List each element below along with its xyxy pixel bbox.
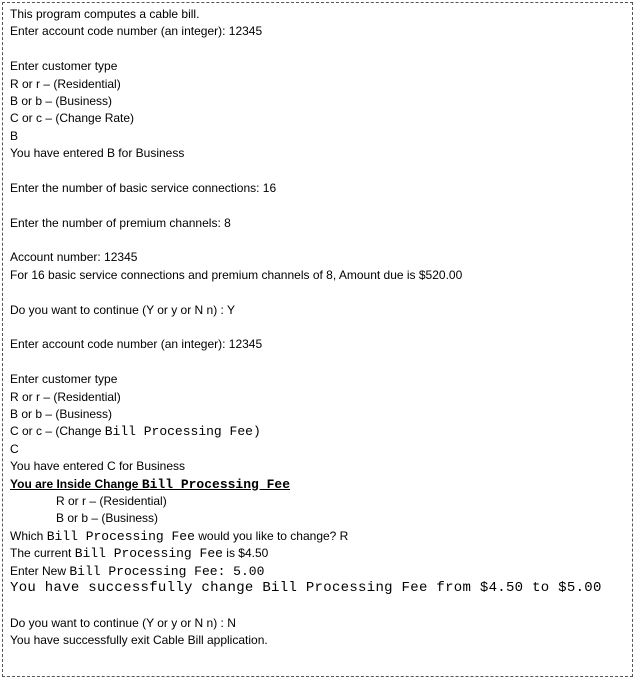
console-line: You have successfully exit Cable Bill application. bbox=[10, 633, 268, 648]
console-line bbox=[10, 423, 630, 440]
console-line: B or b – (Business) bbox=[10, 406, 113, 421]
console-mono-text: Bill Processing Fee bbox=[74, 546, 223, 562]
console-line: Enter the number of basic service connections: 16 bbox=[10, 180, 277, 195]
console-line: Enter customer type bbox=[10, 59, 118, 74]
console-line: This program computes a cable bill. bbox=[10, 7, 200, 21]
section-heading bbox=[10, 476, 630, 493]
console-line: R or r – (Residential) bbox=[10, 76, 121, 91]
console-text: is $4.50 bbox=[222, 546, 269, 561]
console-line bbox=[10, 528, 630, 545]
blank-line bbox=[10, 163, 630, 180]
console-mono-text: Bill Processing Fee bbox=[141, 476, 291, 492]
console-line: Do you want to continue (Y or y or N n) : N bbox=[10, 615, 236, 630]
console-line: Do you want to continue (Y or y or N n) : Y bbox=[10, 302, 235, 317]
console-line: Enter account code number (an integer): 12345 bbox=[10, 24, 263, 39]
console-line: You have successfully change Bill Processing Fee from $4.50 to $5.00 bbox=[10, 579, 602, 596]
blank-line bbox=[10, 232, 630, 249]
console-mono-text: Bill Processing Fee bbox=[46, 528, 195, 544]
console-line: R or r – (Residential) bbox=[10, 389, 121, 404]
console-text: The current bbox=[10, 546, 75, 561]
blank-line bbox=[10, 284, 630, 301]
blank-line bbox=[10, 354, 630, 371]
console-output bbox=[10, 6, 630, 649]
console-line bbox=[10, 545, 630, 562]
console-line bbox=[10, 563, 630, 580]
console-line: C or c – (Change Rate) bbox=[10, 111, 135, 126]
console-line: R or r – (Residential) bbox=[56, 493, 167, 508]
blank-line bbox=[10, 41, 630, 58]
console-text: You are Inside Change bbox=[10, 476, 142, 491]
console-line: C bbox=[10, 441, 19, 456]
console-line: B bbox=[10, 128, 19, 143]
console-text: would you like to change? R bbox=[194, 528, 349, 543]
console-line: Enter account code number (an integer): 12345 bbox=[10, 337, 263, 352]
console-text: Which bbox=[10, 528, 47, 543]
console-line: Enter customer type bbox=[10, 372, 118, 387]
console-line: You have entered C for Business bbox=[10, 459, 186, 474]
console-text: Enter New bbox=[10, 563, 70, 578]
blank-line bbox=[10, 197, 630, 214]
console-line: You have entered B for Business bbox=[10, 146, 185, 161]
blank-line bbox=[10, 319, 630, 336]
console-line: Account number: 12345 bbox=[10, 250, 138, 265]
console-line: Enter the number of premium channels: 8 bbox=[10, 215, 231, 230]
console-mono-text: Bill Processing Fee) bbox=[104, 424, 261, 440]
console-text: C or c – (Change bbox=[10, 424, 105, 439]
console-line: B or b – (Business) bbox=[10, 93, 113, 108]
console-line: For 16 basic service connections and premium channels of 8, Amount due is $520.00 bbox=[10, 267, 463, 282]
blank-line bbox=[10, 597, 630, 614]
console-line: B or b – (Business) bbox=[56, 511, 159, 526]
console-mono-text: Bill Processing Fee: 5.00 bbox=[69, 563, 265, 579]
